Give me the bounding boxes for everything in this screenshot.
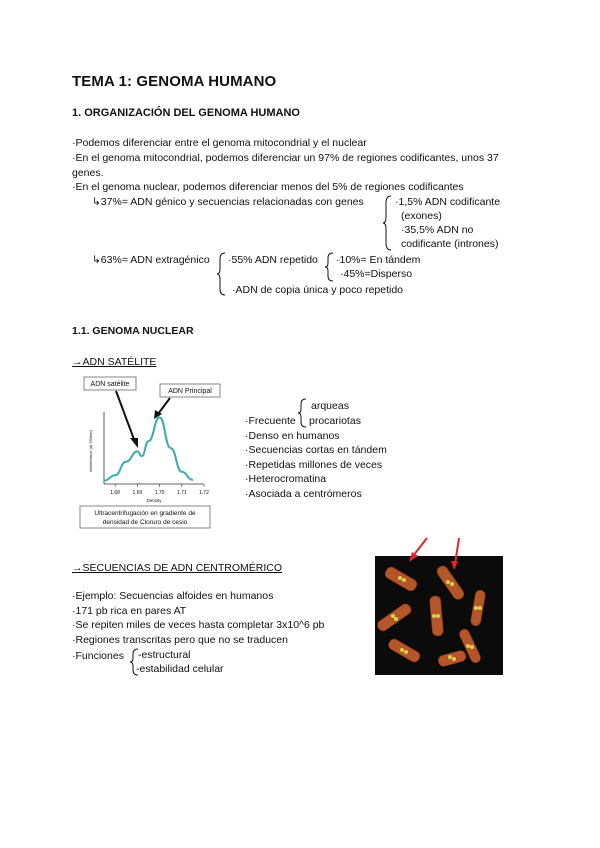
text-line: ·Repetidas millones de veces (245, 459, 383, 471)
x-tick-label: 1.72 (199, 490, 209, 496)
satellite-dna-chart (74, 372, 234, 532)
text-line: ·Podemos diferenciar entre el genoma mitocondrial y el nuclear (72, 137, 367, 149)
text-line: ·55% ADN repetido (228, 254, 318, 266)
text-line: ·En el genoma nuclear, podemos diferenciar menos del 5% de regiones codificantes (72, 181, 464, 193)
x-tick-label: 1.69 (132, 490, 143, 496)
text-line: procariotas (309, 415, 361, 427)
absorbance-curve (104, 417, 193, 480)
text-line: ·Asociada a centrómeros (245, 488, 362, 500)
text-line: genes. (72, 167, 104, 179)
section-heading: 1.1. GENOMA NUCLEAR (72, 325, 194, 337)
x-axis-label: Density (146, 498, 162, 503)
arrow-satellite (116, 391, 135, 442)
text-line: ·171 pb rica en pares AT (72, 605, 187, 617)
text-line: ·35,5% ADN no (401, 224, 474, 236)
text-line: ·45%=Disperso (340, 268, 413, 280)
chromosome-micrograph (375, 536, 503, 676)
subsection-heading: →SECUENCIAS DE ADN CENTROMÉRICO (72, 562, 283, 574)
text-line: ·Regiones transcritas pero que no se traducen (72, 634, 288, 646)
text-line: ·10%= En tándem (336, 254, 421, 266)
label-satellite: ADN satélite (90, 381, 130, 388)
text-line: ·Se repiten miles de veces hasta completar 3x10^6 pb (72, 619, 325, 631)
text-line: codificante (intrones) (401, 238, 499, 250)
branch-63: ↳63%= ADN extragénico (92, 254, 210, 266)
caption-line: Ultracentrifugación en gradiente de (94, 510, 196, 517)
section-heading: 1. ORGANIZACIÓN DEL GENOMA HUMANO (72, 107, 300, 119)
text-line: -estructural (138, 649, 191, 661)
x-tick-label: 1.71 (176, 490, 187, 496)
brace-icon (383, 195, 393, 251)
y-axis-label: Absorbance (at 260nm) (88, 430, 93, 472)
text-line: ·Frecuente (245, 415, 296, 427)
text-line: ·ADN de copia única y poco repetido (232, 284, 404, 296)
text-line: (exones) (401, 210, 442, 222)
arrow-principal (158, 398, 170, 414)
x-tick-label: 1.70 (154, 490, 165, 496)
text-line: ·Ejemplo: Secuencias alfoides en humanos (72, 590, 274, 602)
brace-icon (325, 252, 335, 282)
text-line: ·En el genoma mitocondrial, podemos diferenciar un 97% de regiones codificantes, unos 37 (72, 152, 499, 164)
arrow-head (130, 438, 138, 448)
text-line: -estabilidad celular (136, 663, 224, 675)
x-tick-label: 1.68 (110, 490, 120, 496)
text-line: ·1,5% ADN codificante (395, 196, 501, 208)
text-line: arqueas (311, 400, 349, 412)
x-ticks (110, 484, 209, 496)
caption-line: densidad de Cloruro de cesio (102, 519, 188, 526)
subsection-heading: →ADN SATÉLITE (72, 356, 157, 368)
brace-icon (217, 252, 227, 296)
page-title: TEMA 1: GENOMA HUMANO (72, 73, 277, 90)
brace-icon (298, 398, 308, 428)
text-line: ·Secuencias cortas en tándem (245, 444, 387, 456)
text-line: ·Funciones (72, 650, 124, 662)
label-principal: ADN Principal (168, 388, 212, 395)
text-line: ·Heterocromatina (245, 473, 327, 485)
branch-37: ↳37%= ADN génico y secuencias relacionadas con genes (92, 196, 364, 208)
text-line: ·Denso en humanos (245, 430, 340, 442)
